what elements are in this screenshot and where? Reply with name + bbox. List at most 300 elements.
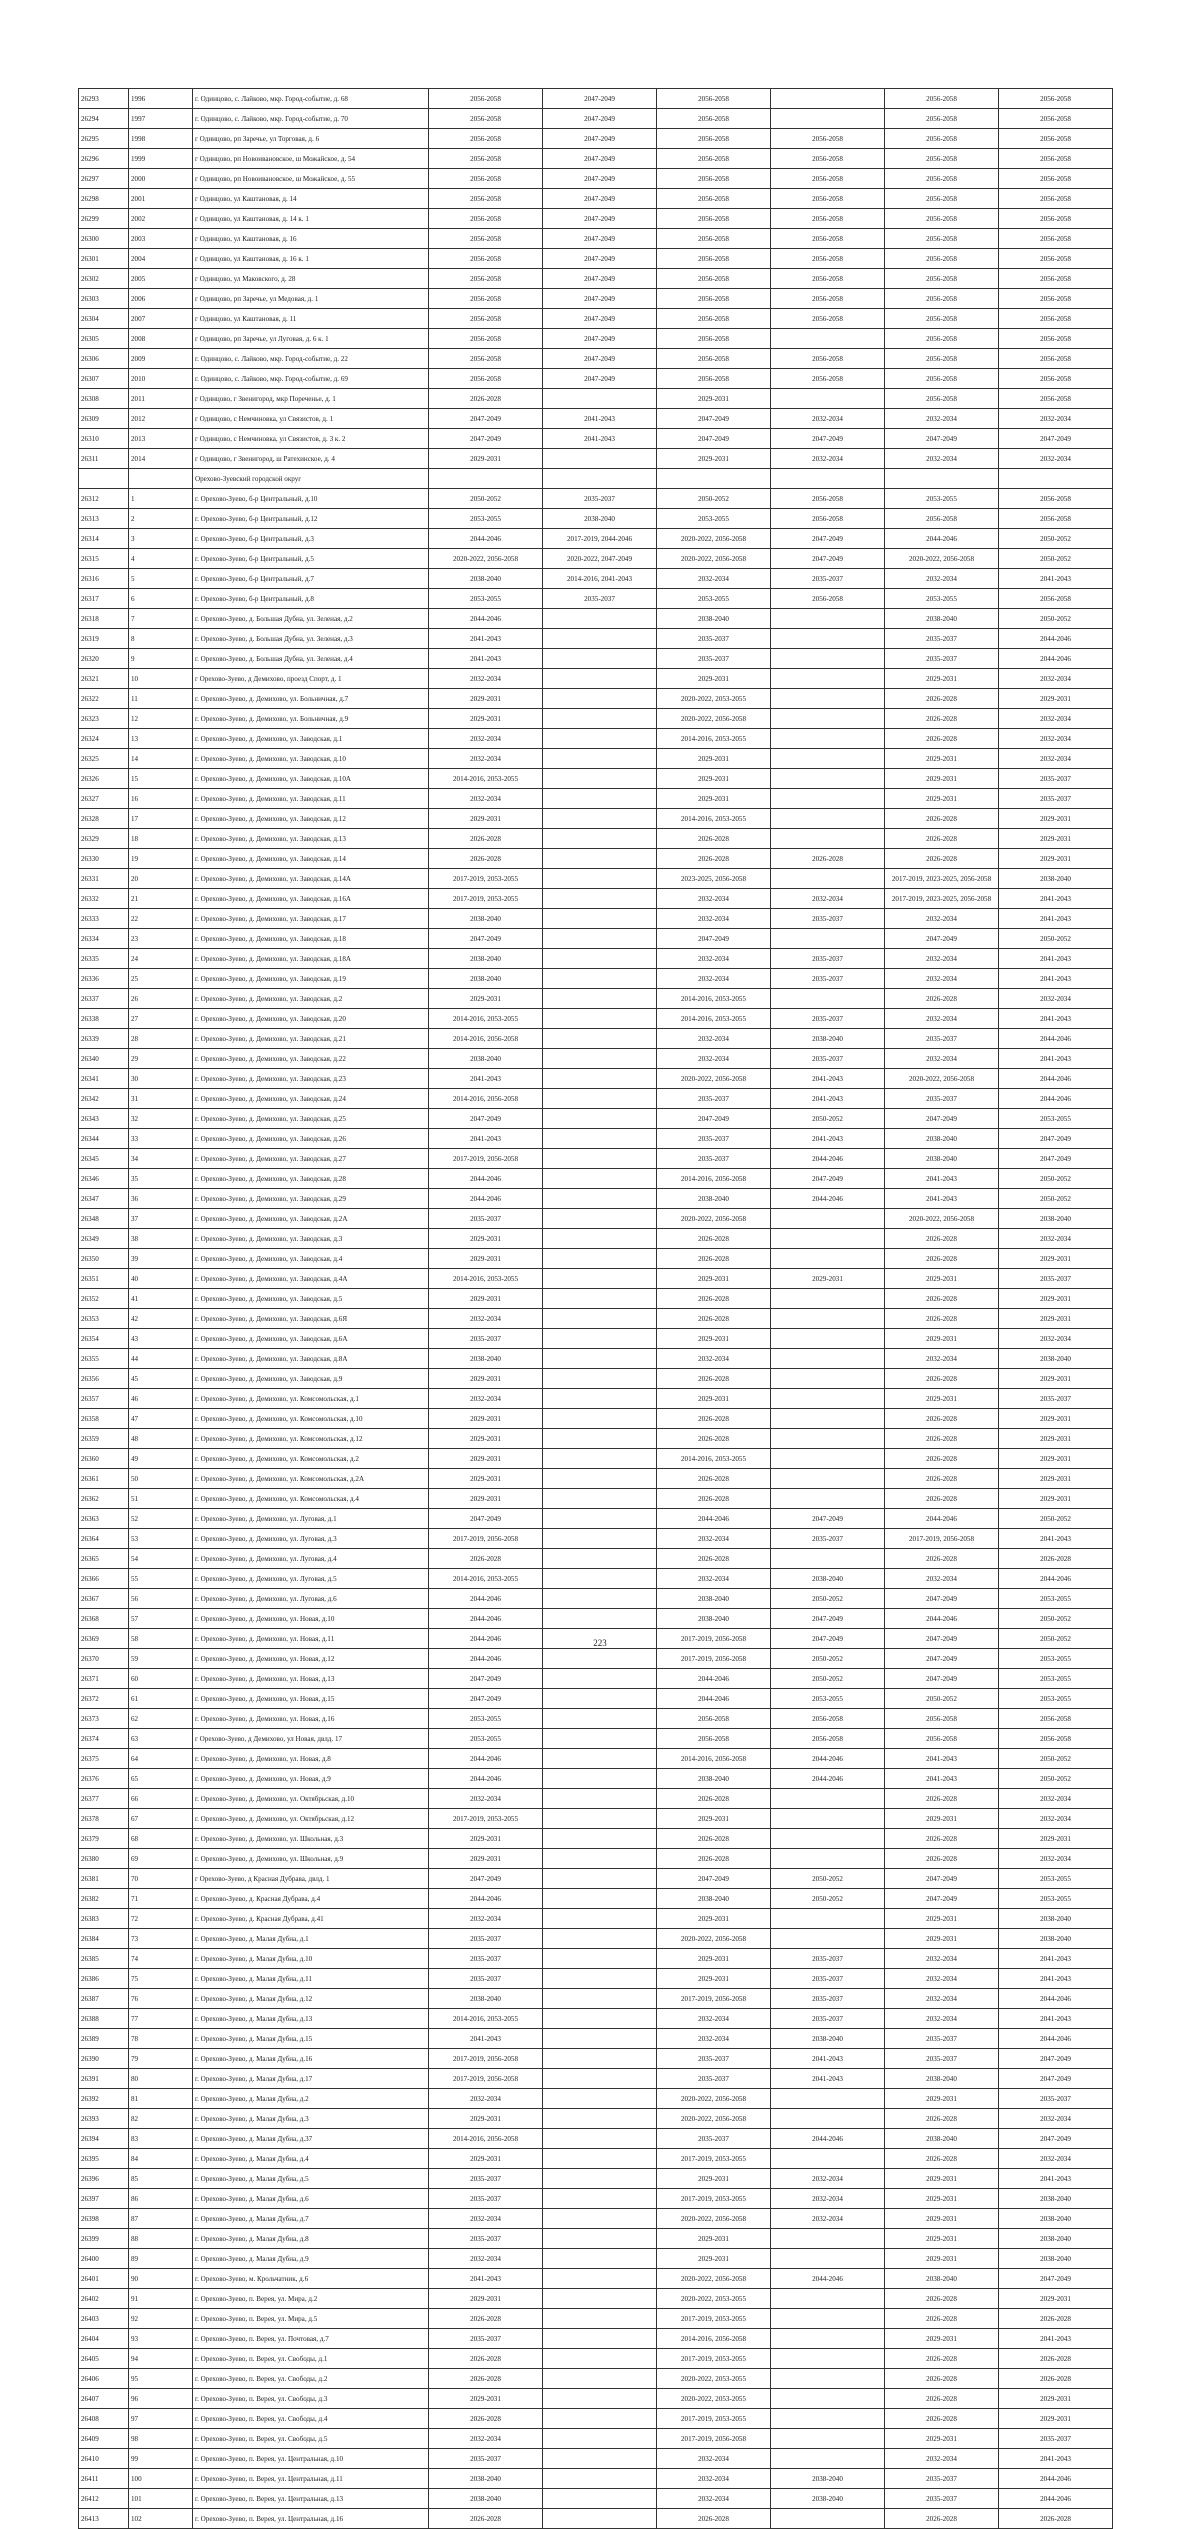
page-number: 223 [593, 1638, 607, 1648]
cell-period: 2014-2016, 2056-2058 [657, 1169, 771, 1189]
cell-period: 2041-2043 [771, 1089, 885, 1109]
cell-number: 14 [129, 749, 193, 769]
cell-period: 2056-2058 [999, 169, 1113, 189]
cell-period [543, 909, 657, 929]
table-row [79, 1009, 1113, 1029]
cell-period: 2029-2031 [429, 1409, 543, 1429]
cell-period: 2050-2052 [999, 1169, 1113, 1189]
cell-period: 2047-2049 [543, 189, 657, 209]
cell-period: 2047-2049 [657, 1869, 771, 1889]
table-row [79, 2109, 1113, 2129]
cell-period: 2035-2037 [429, 2229, 543, 2249]
cell-address: г Одинцово, ул Каштановая, д. 14 к. 1 [193, 209, 429, 229]
cell-id: 26358 [79, 1409, 129, 1429]
cell-id: 26337 [79, 989, 129, 1009]
cell-address: г. Орехово-Зуево, д. Малая Дубна, д.2 [193, 2089, 429, 2109]
cell-period: 2056-2058 [429, 309, 543, 329]
cell-period: 2038-2040 [999, 2189, 1113, 2209]
cell-period: 2056-2058 [657, 349, 771, 369]
cell-period: 2020-2022, 2056-2058 [657, 709, 771, 729]
cell-period: 2038-2040 [771, 1029, 885, 1049]
cell-period [771, 1349, 885, 1369]
cell-id: 26392 [79, 2089, 129, 2109]
cell-period: 2038-2040 [429, 949, 543, 969]
cell-address: г. Орехово-Зуево, д. Демихово, ул. Луговая, д.5 [193, 1569, 429, 1589]
cell-period: 2026-2028 [429, 2509, 543, 2529]
cell-period: 2032-2034 [999, 409, 1113, 429]
cell-number: 44 [129, 1349, 193, 1369]
cell-period: 2047-2049 [429, 1689, 543, 1709]
cell-period: 2029-2031 [657, 1949, 771, 1969]
table-row [79, 589, 1113, 609]
cell-number: 2002 [129, 209, 193, 229]
cell-period [771, 2449, 885, 2469]
cell-period: 2038-2040 [999, 1909, 1113, 1929]
cell-period: 2047-2049 [771, 429, 885, 449]
cell-period: 2044-2046 [771, 2269, 885, 2289]
cell-period: 2035-2037 [999, 789, 1113, 809]
cell-period [543, 929, 657, 949]
cell-period [543, 1969, 657, 1989]
cell-period: 2026-2028 [657, 1549, 771, 1569]
cell-address: г. Орехово-Зуево, п. Верея, ул. Свободы, д.4 [193, 2409, 429, 2429]
cell-period: 2041-2043 [999, 2329, 1113, 2349]
cell-number: 23 [129, 929, 193, 949]
cell-id: 26380 [79, 1849, 129, 1869]
cell-period [771, 109, 885, 129]
cell-period [543, 2509, 657, 2529]
cell-id: 26362 [79, 1489, 129, 1509]
cell-period: 2056-2058 [999, 149, 1113, 169]
cell-number: 81 [129, 2089, 193, 2109]
cell-period: 2026-2028 [885, 1289, 999, 1309]
cell-period [543, 2249, 657, 2269]
cell-period: 2029-2031 [657, 769, 771, 789]
cell-period: 2050-2052 [885, 1689, 999, 1709]
cell-period: 2056-2058 [657, 1709, 771, 1729]
cell-period: 2047-2049 [543, 149, 657, 169]
cell-address: г. Орехово-Зуево, п. Верея, ул. Мира, д.5 [193, 2309, 429, 2329]
cell-period: 2047-2049 [543, 89, 657, 109]
cell-period: 2035-2037 [999, 2089, 1113, 2109]
cell-number: 40 [129, 1269, 193, 1289]
cell-id: 26359 [79, 1429, 129, 1449]
cell-period: 2026-2028 [885, 2109, 999, 2129]
cell-period: 2026-2028 [885, 2289, 999, 2309]
table-row [79, 429, 1113, 449]
cell-period: 2035-2037 [885, 2049, 999, 2069]
cell-period: 2056-2058 [999, 269, 1113, 289]
cell-id: 26305 [79, 329, 129, 349]
cell-address: г. Орехово-Зуево, б-р Центральный, д.12 [193, 509, 429, 529]
cell-period: 2032-2034 [429, 2429, 543, 2449]
cell-number: 12 [129, 709, 193, 729]
cell-period [771, 1829, 885, 1849]
cell-period: 2032-2034 [999, 2109, 1113, 2129]
cell-period: 2035-2037 [429, 2329, 543, 2349]
cell-period: 2029-2031 [999, 689, 1113, 709]
cell-period: 2044-2046 [429, 1749, 543, 1769]
cell-period: 2041-2043 [885, 1769, 999, 1789]
cell-period: 2056-2058 [657, 129, 771, 149]
cell-period: 2047-2049 [885, 429, 999, 449]
cell-period: 2029-2031 [657, 2169, 771, 2189]
cell-period [771, 649, 885, 669]
cell-period: 2038-2040 [999, 2249, 1113, 2269]
cell-period: 2047-2049 [543, 169, 657, 189]
cell-period [771, 1209, 885, 1229]
table-row [79, 889, 1113, 909]
cell-id: 26348 [79, 1209, 129, 1229]
cell-period: 2026-2028 [429, 849, 543, 869]
table-row [79, 2509, 1113, 2529]
cell-id: 26314 [79, 529, 129, 549]
table-row [79, 1049, 1113, 1069]
cell-period: 2056-2058 [999, 489, 1113, 509]
cell-number: 50 [129, 1469, 193, 1489]
cell-period [543, 2209, 657, 2229]
cell-id: 26396 [79, 2169, 129, 2189]
cell-period: 2035-2037 [771, 909, 885, 929]
table-row [79, 1589, 1113, 1609]
cell-id: 26352 [79, 1289, 129, 1309]
cell-number: 5 [129, 569, 193, 589]
cell-address: г. Орехово-Зуево, д. Демихово, ул. Заводская, д.29 [193, 1189, 429, 1209]
cell-period: 2056-2058 [885, 249, 999, 269]
cell-period [543, 2469, 657, 2489]
cell-period: 2029-2031 [657, 1909, 771, 1929]
cell-period: 2056-2058 [771, 209, 885, 229]
cell-address: г. Орехово-Зуево, д. Малая Дубна, д.15 [193, 2029, 429, 2049]
table-row [79, 409, 1113, 429]
cell-number: 33 [129, 1129, 193, 1149]
cell-period [543, 1729, 657, 1749]
cell-period [543, 1429, 657, 1449]
table-row [79, 1689, 1113, 1709]
cell-period [543, 1069, 657, 1089]
cell-number: 1999 [129, 149, 193, 169]
table-row [79, 849, 1113, 869]
cell-period [543, 729, 657, 749]
cell-period [543, 989, 657, 1009]
cell-id: 26398 [79, 2209, 129, 2229]
cell-period [771, 609, 885, 629]
cell-period: 2032-2034 [657, 1049, 771, 1069]
cell-period [543, 1129, 657, 1149]
table-row [79, 1649, 1113, 1669]
cell-address: г Одинцово, рп Заречье, ул Торговая, д. 6 [193, 129, 429, 149]
cell-period: 2056-2058 [657, 169, 771, 189]
cell-period: 2038-2040 [999, 1349, 1113, 1369]
cell-period: 2029-2031 [885, 2209, 999, 2229]
cell-address: г Одинцово, ул Маковского, д. 28 [193, 269, 429, 289]
cell-period [543, 1569, 657, 1589]
table-row [79, 129, 1113, 149]
cell-period: 2032-2034 [771, 449, 885, 469]
cell-period: 2056-2058 [999, 349, 1113, 369]
cell-period: 2041-2043 [429, 629, 543, 649]
cell-id: 26365 [79, 1549, 129, 1569]
cell-period: 2053-2055 [771, 1689, 885, 1709]
cell-period: 2041-2043 [999, 2449, 1113, 2469]
cell-address: г. Орехово-Зуево, д. Демихово, ул. Заводская, д.8А [193, 1349, 429, 1369]
cell-period [543, 1809, 657, 1829]
cell-period: 2056-2058 [885, 189, 999, 209]
cell-address: г. Орехово-Зуево, д. Демихово, ул. Луговая, д.4 [193, 1549, 429, 1569]
cell-number: 28 [129, 1029, 193, 1049]
cell-period: 2050-2052 [999, 1189, 1113, 1209]
cell-period [771, 989, 885, 1009]
cell-id: 26306 [79, 349, 129, 369]
cell-period: 2035-2037 [429, 1929, 543, 1949]
cell-address: г. Орехово-Зуево, д. Демихово, ул. Заводская, д.6Я [193, 1309, 429, 1329]
cell-period [543, 1209, 657, 1229]
cell-period: 2056-2058 [771, 189, 885, 209]
cell-period [543, 1369, 657, 1389]
cell-period [543, 2089, 657, 2109]
cell-period: 2014-2016, 2053-2055 [657, 989, 771, 1009]
cell-number: 47 [129, 1409, 193, 1429]
cell-address: г. Орехово-Зуево, д. Малая Дубна, д.17 [193, 2069, 429, 2089]
cell-address: г. Орехово-Зуево, д. Демихово, ул. Заводская, д.3 [193, 1229, 429, 1249]
cell-id: 26346 [79, 1169, 129, 1189]
cell-number: 43 [129, 1329, 193, 1349]
cell-address: г. Орехово-Зуево, д. Демихово, ул. Комсомольская, д.12 [193, 1429, 429, 1449]
cell-period: 2029-2031 [999, 2409, 1113, 2429]
cell-number: 68 [129, 1829, 193, 1849]
cell-number: 51 [129, 1489, 193, 1509]
cell-address: г. Орехово-Зуево, д. Демихово, ул. Заводская, д.9 [193, 1369, 429, 1389]
cell-period: 2035-2037 [657, 1089, 771, 1109]
cell-period [429, 469, 543, 489]
cell-period: 2041-2043 [999, 1009, 1113, 1029]
cell-address: г Одинцово, г Звенигород, ш Ратехинское, д. 4 [193, 449, 429, 469]
cell-period: 2032-2034 [885, 1349, 999, 1369]
cell-number: 58 [129, 1629, 193, 1649]
cell-period: 2026-2028 [657, 1409, 771, 1429]
cell-address: г. Орехово-Зуево, д. Малая Дубна, д.12 [193, 1989, 429, 2009]
cell-period: 2038-2040 [885, 2129, 999, 2149]
cell-period [543, 1489, 657, 1509]
table-row [79, 2369, 1113, 2389]
cell-number: 2001 [129, 189, 193, 209]
repair-schedule-table [78, 88, 1113, 2529]
cell-period: 2032-2034 [657, 2489, 771, 2509]
cell-period: 2056-2058 [885, 349, 999, 369]
cell-id: 26355 [79, 1349, 129, 1369]
table-row [79, 229, 1113, 249]
cell-period: 2056-2058 [885, 329, 999, 349]
cell-address: г. Орехово-Зуево, д. Демихово, ул. Заводская, д.1 [193, 729, 429, 749]
table-row [79, 829, 1113, 849]
cell-period [885, 469, 999, 489]
table-row [79, 1429, 1113, 1449]
cell-period: 2038-2040 [999, 1929, 1113, 1949]
cell-period: 2056-2058 [885, 109, 999, 129]
cell-period: 2026-2028 [999, 2349, 1113, 2369]
cell-address: г Одинцово, ул Каштановая, д. 11 [193, 309, 429, 329]
table-row [79, 1669, 1113, 1689]
cell-id: 26302 [79, 269, 129, 289]
cell-number: 102 [129, 2509, 193, 2529]
cell-period: 2029-2031 [885, 1809, 999, 1829]
cell-number: 76 [129, 1989, 193, 2009]
cell-address: г Одинцово, с Немчиновка, ул Связистов, д. 3 к. 2 [193, 429, 429, 449]
cell-period: 2035-2037 [771, 1049, 885, 1069]
cell-address: г. Орехово-Зуево, д. Демихово, ул. Заводская, д.19 [193, 969, 429, 989]
cell-period: 2056-2058 [429, 209, 543, 229]
cell-number: 36 [129, 1189, 193, 1209]
cell-period: 2038-2040 [999, 2229, 1113, 2249]
table-row [79, 109, 1113, 129]
table-row [79, 749, 1113, 769]
cell-period: 2017-2019, 2053-2055 [657, 2149, 771, 2169]
cell-address: г. Орехово-Зуево, д. Малая Дубна, д.1 [193, 1929, 429, 1949]
cell-period: 2029-2031 [771, 1269, 885, 1289]
cell-id: 26300 [79, 229, 129, 249]
table-row [79, 169, 1113, 189]
cell-period: 2056-2058 [429, 249, 543, 269]
cell-period: 2050-2052 [771, 1109, 885, 1129]
cell-period: 2035-2037 [885, 2469, 999, 2489]
cell-period: 2056-2058 [657, 269, 771, 289]
table-row [79, 1369, 1113, 1389]
table-row [79, 2269, 1113, 2289]
cell-period: 2056-2058 [429, 89, 543, 109]
cell-period [543, 2489, 657, 2509]
cell-number: 18 [129, 829, 193, 849]
cell-period: 2029-2031 [885, 2169, 999, 2189]
cell-number: 69 [129, 1849, 193, 1869]
cell-address: г. Орехово-Зуево, д. Демихово, ул. Школьная, д.9 [193, 1849, 429, 1869]
cell-period [543, 2269, 657, 2289]
cell-period: 2014-2016, 2056-2058 [657, 1749, 771, 1769]
cell-period: 2026-2028 [429, 2309, 543, 2329]
cell-period: 2026-2028 [999, 2309, 1113, 2329]
cell-period [543, 649, 657, 669]
cell-period: 2056-2058 [885, 229, 999, 249]
cell-period [771, 1909, 885, 1929]
cell-number: 90 [129, 2269, 193, 2289]
cell-period: 2020-2022, 2056-2058 [657, 549, 771, 569]
cell-period: 2047-2049 [429, 429, 543, 449]
cell-period: 2026-2028 [429, 2409, 543, 2429]
cell-period: 2038-2040 [999, 1209, 1113, 1229]
cell-period: 2047-2049 [885, 929, 999, 949]
cell-address: г. Орехово-Зуево, д. Малая Дубна, д.9 [193, 2249, 429, 2269]
cell-period [999, 469, 1113, 489]
cell-period: 2020-2022, 2056-2058 [885, 549, 999, 569]
cell-period: 2056-2058 [429, 169, 543, 189]
cell-period: 2032-2034 [999, 729, 1113, 749]
cell-period [543, 1529, 657, 1549]
cell-address: г. Орехово-Зуево, д. Демихово, ул. Новая, д.10 [193, 1609, 429, 1629]
cell-period [543, 1449, 657, 1469]
cell-period: 2029-2031 [429, 1489, 543, 1509]
cell-address: г. Орехово-Зуево, д. Демихово, ул. Заводская, д.5 [193, 1289, 429, 1309]
cell-period: 2029-2031 [429, 709, 543, 729]
cell-period: 2032-2034 [429, 729, 543, 749]
cell-period: 2035-2037 [771, 1009, 885, 1029]
cell-number: 101 [129, 2489, 193, 2509]
cell-address: г. Орехово-Зуево, д. Большая Дубна, ул. Зеленая, д.3 [193, 629, 429, 649]
cell-period [771, 1929, 885, 1949]
table-row [79, 729, 1113, 749]
cell-id: 26328 [79, 809, 129, 829]
cell-id: 26296 [79, 149, 129, 169]
cell-period [771, 1369, 885, 1389]
cell-period: 2026-2028 [999, 2369, 1113, 2389]
cell-period: 2032-2034 [657, 889, 771, 909]
cell-period [543, 1749, 657, 1769]
cell-period: 2035-2037 [657, 2049, 771, 2069]
cell-id: 26330 [79, 849, 129, 869]
cell-number: 45 [129, 1369, 193, 1389]
cell-period: 2029-2031 [999, 1369, 1113, 1389]
cell-period: 2035-2037 [885, 2029, 999, 2049]
cell-id: 26299 [79, 209, 129, 229]
cell-period: 2029-2031 [885, 2249, 999, 2269]
cell-period: 2029-2031 [999, 809, 1113, 829]
cell-period: 2050-2052 [999, 1509, 1113, 1529]
cell-address: г. Орехово-Зуево, д. Демихово, ул. Заводская, д.26 [193, 1129, 429, 1149]
cell-period [771, 1389, 885, 1409]
cell-period: 2026-2028 [885, 2149, 999, 2169]
cell-number: 87 [129, 2209, 193, 2229]
cell-period: 2029-2031 [999, 1489, 1113, 1509]
cell-period: 2017-2019, 2056-2058 [429, 1529, 543, 1549]
cell-period: 2050-2052 [771, 1589, 885, 1609]
cell-period: 2041-2043 [429, 649, 543, 669]
table-row [79, 909, 1113, 929]
cell-period [771, 2289, 885, 2309]
cell-period: 2044-2046 [999, 1089, 1113, 1109]
table-row [79, 1549, 1113, 1569]
cell-period: 2047-2049 [771, 1609, 885, 1629]
cell-period: 2032-2034 [429, 1909, 543, 1929]
table-row [79, 989, 1113, 1009]
cell-period: 2047-2049 [543, 269, 657, 289]
cell-period: 2047-2049 [543, 289, 657, 309]
cell-period: 2032-2034 [885, 949, 999, 969]
cell-number: 2004 [129, 249, 193, 269]
cell-address: г Одинцово, с Немчиновка, ул Связистов, д. 1 [193, 409, 429, 429]
cell-number: 9 [129, 649, 193, 669]
cell-period: 2032-2034 [885, 1969, 999, 1989]
cell-period: 2026-2028 [885, 989, 999, 1009]
table-row [79, 1809, 1113, 1829]
cell-period [543, 1389, 657, 1409]
cell-period: 2038-2040 [771, 2489, 885, 2509]
cell-period [543, 669, 657, 689]
cell-period: 2056-2058 [999, 89, 1113, 109]
cell-period [771, 1849, 885, 1869]
cell-period: 2050-2052 [771, 1669, 885, 1689]
cell-period [771, 709, 885, 729]
cell-period [657, 469, 771, 489]
table-row [79, 1989, 1113, 2009]
cell-id: 26405 [79, 2349, 129, 2369]
cell-period: 2056-2058 [999, 509, 1113, 529]
cell-period: 2056-2058 [885, 169, 999, 189]
cell-period: 2056-2058 [999, 109, 1113, 129]
cell-period: 2047-2049 [999, 2269, 1113, 2289]
table-row [79, 349, 1113, 369]
cell-period [771, 1409, 885, 1429]
cell-id: 26368 [79, 1609, 129, 1629]
cell-period: 2053-2055 [429, 1709, 543, 1729]
cell-period [543, 789, 657, 809]
